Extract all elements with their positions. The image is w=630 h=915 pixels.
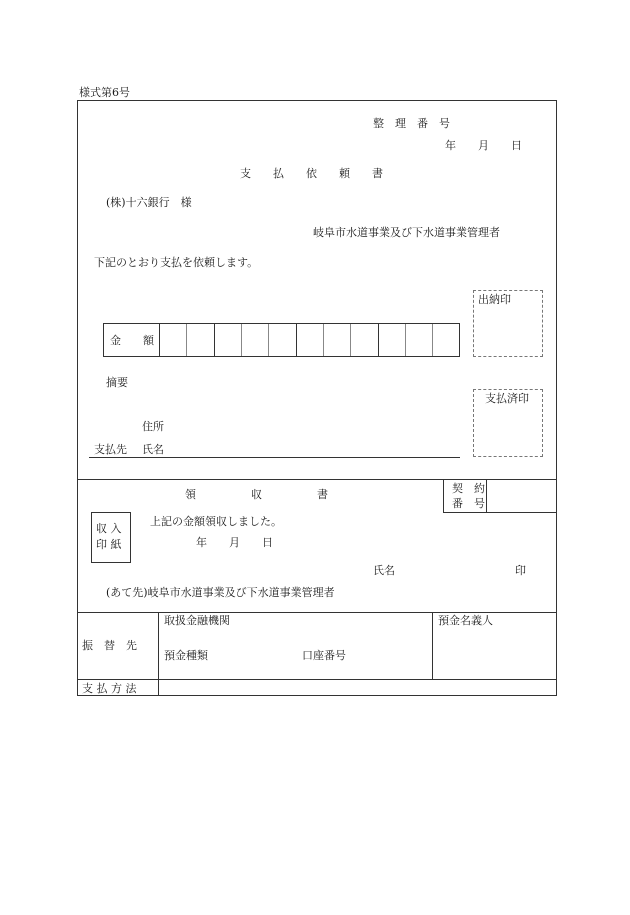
institution-label: 取扱金融機関	[164, 614, 230, 627]
amount-digit-cell	[432, 324, 433, 356]
amount-digit-cell	[350, 324, 351, 356]
transfer-label-divider	[158, 612, 159, 696]
amount-digit-cell	[241, 324, 242, 356]
payee-label: 支払先	[94, 443, 127, 456]
document-title: 支 払 依 頼 書	[240, 167, 383, 180]
tekiyou-label: 摘要	[106, 376, 128, 389]
address-label: 住所	[142, 420, 164, 433]
receipt-date-line: 年 月 日	[196, 536, 273, 549]
revenue-stamp-label-top: 収 入	[96, 522, 122, 535]
amount-digit-cell	[296, 324, 297, 356]
deposit-type-label: 預金種類	[164, 649, 208, 662]
received-text: 上記の金額領収しました。	[150, 515, 282, 528]
amount-digit-cell	[214, 324, 215, 356]
transfer-top-line	[77, 612, 557, 613]
amount-digit-cell	[159, 324, 160, 356]
shiharaizumi-stamp-label: 支払済印	[485, 392, 529, 405]
form-number-label: 様式第6号	[79, 86, 130, 99]
request-text: 下記のとおり支払を依頼します。	[94, 256, 259, 269]
contract-number-label: 番 号	[452, 497, 485, 510]
revenue-stamp-label-bottom: 印 紙	[96, 538, 122, 551]
seal-mark-label: 印	[515, 564, 526, 577]
contract-label: 契 約	[452, 482, 485, 495]
request-date-line: 年 月 日	[445, 139, 522, 152]
seiri-bango-label: 整 理 番 号	[373, 117, 450, 130]
amount-digit-cell	[186, 324, 187, 356]
amount-digit-cell	[323, 324, 324, 356]
issuer-name: 岐阜市水道事業及び下水道事業管理者	[313, 226, 500, 239]
payee-name-label: 氏名	[142, 443, 164, 456]
amount-digit-cell	[378, 324, 379, 356]
payee-underline	[89, 457, 460, 458]
account-number-label: 口座番号	[302, 649, 346, 662]
payment-method-line	[77, 679, 557, 680]
receipt-name-label: 氏名	[373, 564, 395, 577]
receipt-title: 領 収 書	[185, 488, 328, 501]
contract-number-divider	[486, 479, 487, 513]
amount-digit-cell	[268, 324, 269, 356]
suitou-stamp-label: 出納印	[478, 293, 511, 306]
amount-grid	[103, 323, 460, 357]
transfer-label: 振 替 先	[82, 639, 137, 652]
account-holder-label: 預金名義人	[438, 614, 493, 627]
bank-addressee: (株)十六銀行 様	[106, 196, 192, 209]
holder-divider	[432, 612, 433, 679]
amount-digit-cell	[405, 324, 406, 356]
payment-method-label: 支 払 方 法	[82, 682, 137, 695]
amount-label: 金 額	[110, 334, 154, 347]
receipt-addressee: (あて先)岐阜市水道事業及び下水道事業管理者	[106, 586, 335, 599]
